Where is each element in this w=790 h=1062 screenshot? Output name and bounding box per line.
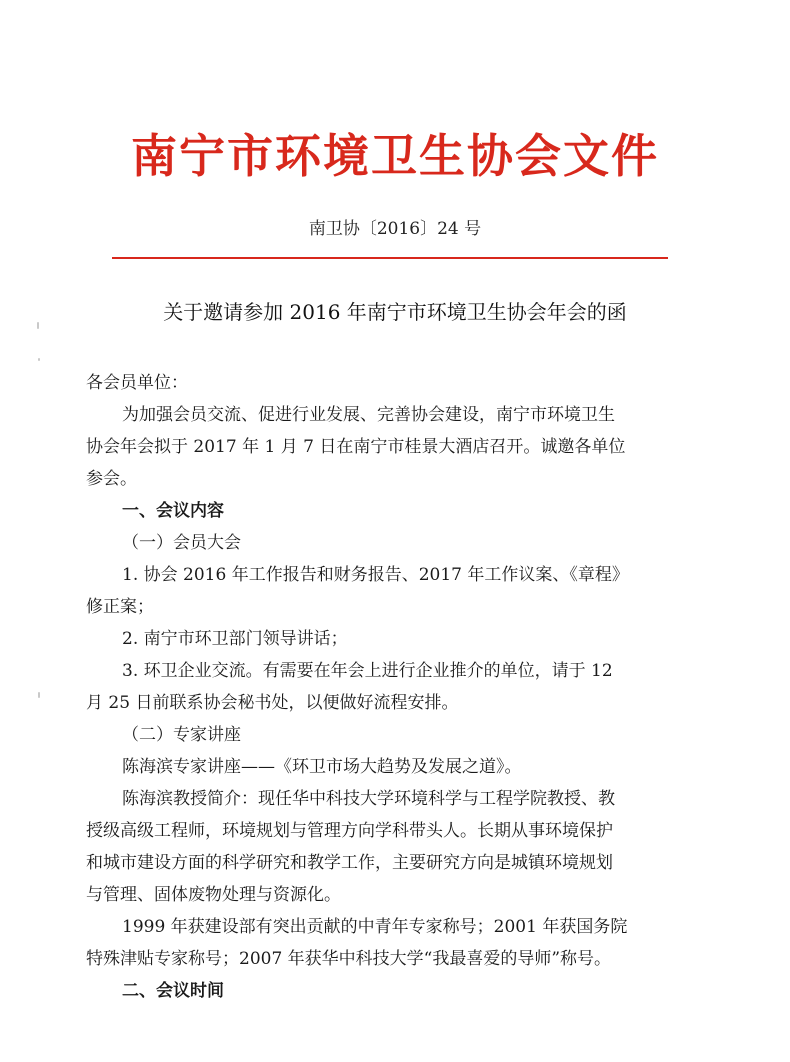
red-divider-line bbox=[112, 257, 668, 259]
agenda-item-3-cont: 月 25 日前联系协会秘书处，以便做好流程安排。 bbox=[86, 693, 459, 713]
agenda-item-1-cont: 修正案； bbox=[86, 597, 154, 617]
bio-line: 和城市建设方面的科学研究和教学工作，主要研究方向是城镇环境规划 bbox=[86, 853, 613, 873]
agenda-item-1: 1. 协会 2016 年工作报告和财务报告、2017 年工作议案、《章程》 bbox=[122, 565, 629, 585]
awards-line: 特殊津贴专家称号；2007 年获华中科技大学“我最喜爱的导师”称号。 bbox=[86, 949, 612, 969]
scan-speck bbox=[37, 322, 39, 329]
intro-line: 为加强会员交流、促进行业发展、完善协会建设，南宁市环境卫生 bbox=[122, 405, 615, 425]
org-header-title: 南宁市环境卫生协会文件 bbox=[131, 129, 659, 183]
bio-line: 与管理、固体废物处理与资源化。 bbox=[86, 885, 341, 905]
bio-line: 授级高级工程师，环境规划与管理方向学科带头人。长期从事环境保护 bbox=[86, 821, 613, 841]
agenda-item-3: 3. 环卫企业交流。有需要在年会上进行企业推介的单位，请于 12 bbox=[122, 661, 613, 681]
subsection-member-assembly: （一）会员大会 bbox=[122, 533, 241, 553]
document-title: 关于邀请参加 2016 年南宁市环境卫生协会年会的函 bbox=[163, 300, 627, 324]
intro-line: 协会年会拟于 2017 年 1 月 7 日在南宁市桂景大酒店召开。诚邀各单位 bbox=[86, 437, 626, 457]
section-heading-meeting-time: 二、会议时间 bbox=[122, 981, 224, 1001]
intro-line: 参会。 bbox=[86, 469, 137, 489]
agenda-item-2: 2. 南宁市环卫部门领导讲话； bbox=[122, 629, 348, 649]
scan-speck bbox=[38, 692, 40, 698]
subsection-expert-lecture: （二）专家讲座 bbox=[122, 725, 241, 745]
document-number: 南卫协〔2016〕24 号 bbox=[308, 219, 482, 239]
lecture-title: 陈海滨专家讲座——《环卫市场大趋势及发展之道》。 bbox=[122, 757, 522, 777]
scan-speck bbox=[38, 358, 40, 361]
salutation: 各会员单位： bbox=[86, 373, 188, 393]
section-heading-meeting-content: 一、会议内容 bbox=[122, 501, 224, 521]
awards-line: 1999 年获建设部有突出贡献的中青年专家称号；2001 年获国务院 bbox=[122, 917, 628, 937]
bio-line: 陈海滨教授简介：现任华中科技大学环境科学与工程学院教授、教 bbox=[122, 789, 615, 809]
